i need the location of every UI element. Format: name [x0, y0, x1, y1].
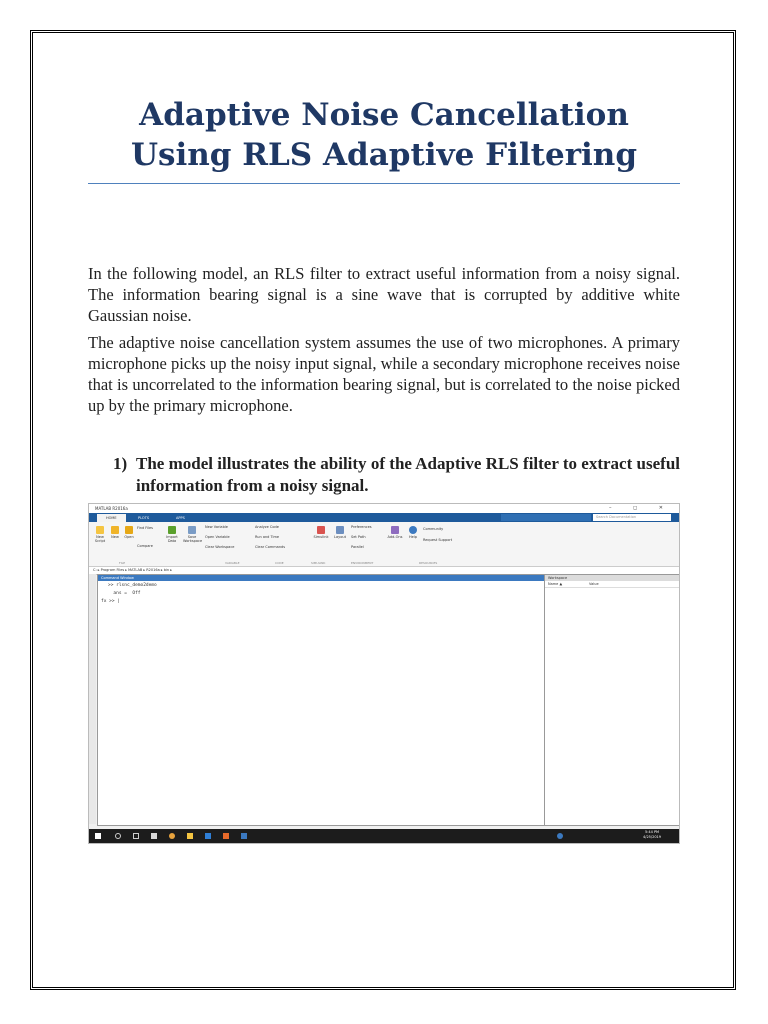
group-label-environment: ENVIRONMENT	[351, 561, 374, 565]
window-titlebar	[89, 504, 679, 513]
matlab-screenshot	[88, 503, 680, 844]
word-icon[interactable]	[241, 833, 247, 839]
command-line-2: ans = Off	[108, 591, 141, 596]
search-documentation-input[interactable]: Search Documentation	[593, 514, 671, 521]
list-text: The model illustrates the ability of the Adaptive RLS filter to extract useful information from a noisy signal.	[136, 454, 680, 495]
windows-taskbar	[89, 829, 680, 843]
import-icon	[168, 526, 176, 534]
layout-button[interactable]: Layout	[333, 526, 347, 539]
title-divider	[88, 183, 680, 184]
new-variable-button[interactable]: New Variable	[205, 525, 228, 529]
save-icon	[188, 526, 196, 534]
help-icon	[409, 526, 417, 534]
column-value[interactable]: Value	[589, 582, 599, 586]
save-workspace-button[interactable]: Save Workspace	[183, 526, 201, 543]
find-files-button[interactable]: Find Files	[137, 526, 153, 530]
help-button[interactable]: Help	[407, 526, 419, 539]
add-ons-icon	[391, 526, 399, 534]
window-title: MATLAB R2016a	[95, 506, 128, 511]
group-label-resources: RESOURCES	[419, 561, 438, 565]
clear-workspace-button[interactable]: Clear Workspace	[205, 545, 235, 549]
new-button[interactable]: New	[109, 526, 121, 539]
simulink-icon	[317, 526, 325, 534]
community-link[interactable]: Community	[423, 527, 444, 531]
list-item	[113, 453, 680, 497]
new-script-icon	[96, 526, 104, 534]
window-controls[interactable]: – ◻ ✕	[608, 505, 673, 511]
new-icon	[111, 526, 119, 534]
import-data-button[interactable]: Import Data	[165, 526, 179, 543]
group-label-code: CODE	[275, 561, 284, 565]
quick-access-toolbar[interactable]	[501, 514, 591, 521]
workspace-panel	[544, 574, 680, 826]
workspace-columns	[545, 581, 680, 588]
open-variable-button[interactable]: Open Variable	[205, 535, 230, 539]
simulink-button[interactable]: Simulink	[313, 526, 329, 539]
command-window-title: Command Window	[98, 575, 544, 581]
edge-icon[interactable]	[205, 833, 211, 839]
folder-icon[interactable]	[187, 833, 193, 839]
clock-time: 5:44 PM	[644, 830, 660, 834]
run-and-time-button[interactable]: Run and Time	[255, 535, 280, 539]
set-path-button[interactable]: Set Path	[351, 535, 366, 539]
ribbon	[89, 522, 679, 567]
group-label-file: FILE	[119, 561, 126, 565]
compare-button[interactable]: Compare	[137, 544, 153, 548]
clear-commands-button[interactable]: Clear Commands	[255, 545, 286, 549]
taskbar-clock[interactable]	[643, 830, 661, 840]
group-label-simulink: SIMULINK	[311, 561, 326, 565]
analyze-code-button[interactable]: Analyze Code	[255, 525, 279, 529]
chrome-icon[interactable]	[169, 833, 175, 839]
current-folder-collapsed[interactable]	[89, 574, 96, 824]
parallel-button[interactable]: Parallel	[351, 545, 364, 549]
command-prompt[interactable]: fx >> |	[101, 599, 120, 604]
command-line-1: >> rlsnc_demo2demo	[108, 583, 157, 588]
open-button[interactable]: Open	[123, 526, 135, 539]
tab-home[interactable]: HOME	[97, 514, 126, 522]
windows-start-icon[interactable]	[95, 833, 101, 839]
add-ons-button[interactable]: Add-Ons	[387, 526, 403, 539]
paragraph-intro: In the following model, an RLS filter to extract useful information from a noisy signal. The information bearing signal is a sine wave that is corrupted by additive white Gaussian noise.	[88, 264, 680, 325]
task-view-icon[interactable]	[133, 833, 139, 839]
column-name[interactable]: Name ▲	[548, 582, 563, 586]
paragraph-system: The adaptive noise cancellation system assumes the use of two microphones. A primary microphone picks up the noisy input signal, while a secondary microphone receives noise that is uncorrelated to the information bearing signal, but is correlated to the noise picked up by the primary microphone.	[88, 333, 680, 415]
search-icon[interactable]	[115, 833, 121, 839]
preferences-button[interactable]: Preferences	[351, 525, 372, 529]
matlab-icon[interactable]	[223, 833, 229, 839]
tab-apps[interactable]: APPS	[176, 516, 185, 520]
workspace-title: Workspace	[545, 575, 680, 581]
request-support-link[interactable]: Request Support	[423, 538, 453, 542]
tab-plots[interactable]: PLOTS	[138, 516, 150, 520]
folder-icon	[125, 526, 133, 534]
layout-icon	[336, 526, 344, 534]
command-window[interactable]	[97, 574, 545, 826]
new-script-button[interactable]: New Script	[93, 526, 107, 543]
ribbon-tabbar	[89, 513, 679, 522]
file-explorer-icon[interactable]	[151, 833, 157, 839]
page-title: Adaptive Noise Cancellation Using RLS Adaptive Filtering	[130, 97, 638, 173]
clock-date: 4/25/2019	[643, 835, 661, 839]
network-icon[interactable]	[557, 833, 563, 839]
address-bar[interactable]: C: ▸ Program Files ▸ MATLAB ▸ R2016a ▸ bin ▸	[89, 567, 679, 575]
list-number: 1)	[113, 454, 128, 473]
group-label-variable: VARIABLE	[225, 561, 240, 565]
